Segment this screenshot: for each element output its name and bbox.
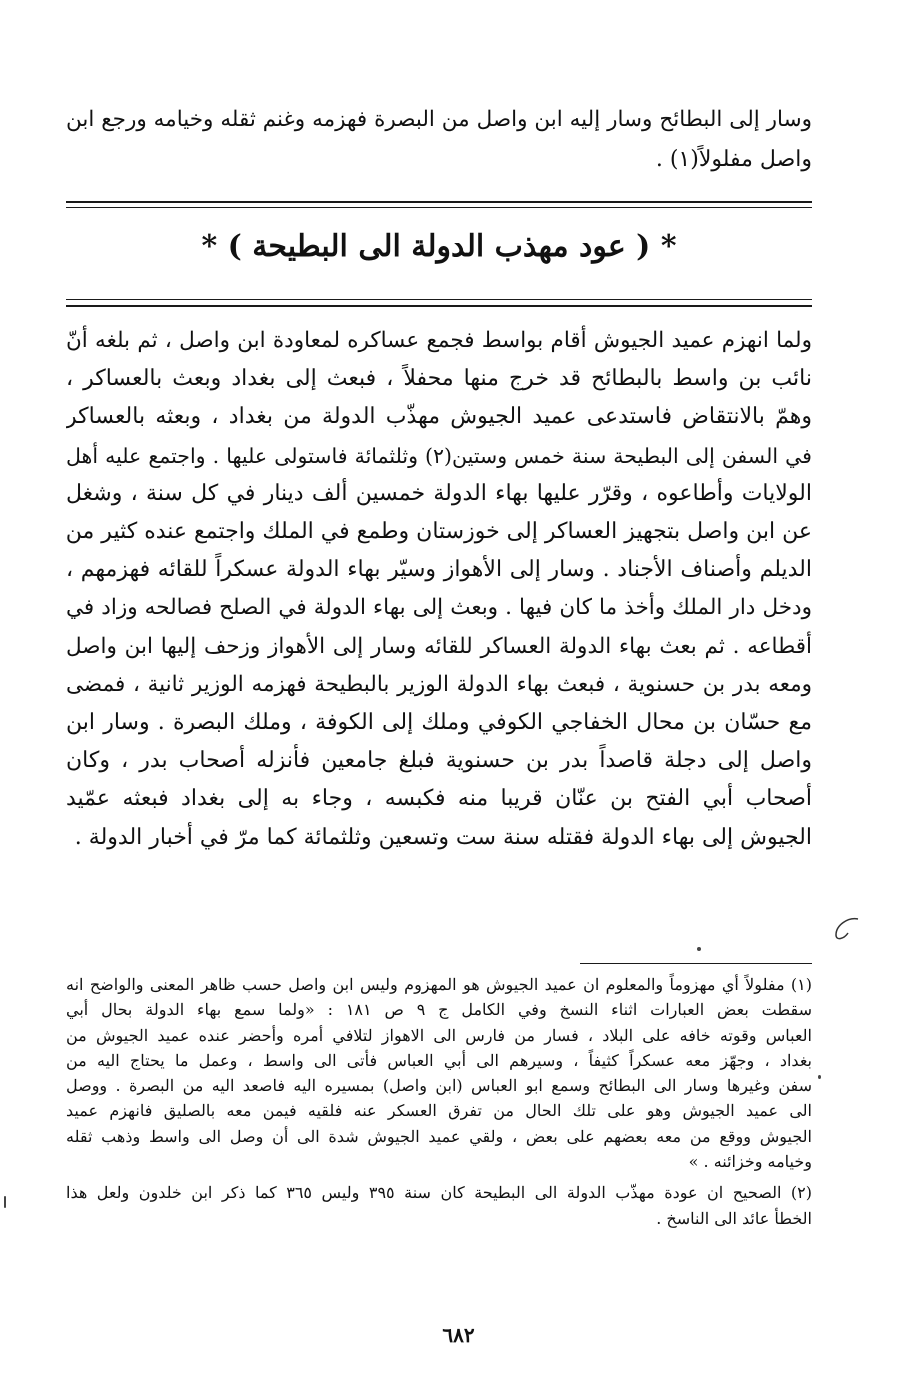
footnote-line: الى عميد الجيوش وهو على تلك الحال من تفرق العسكر عنه فلقيه فيمن معه بالصليق فانهزم عميد <box>66 1101 812 1121</box>
footnote-line: (١) مفلولاً أي مهزوماً والمعلوم ان عميد الجيوش هو المهزوم وليس ابن واصل حسب ظاهر المعنى والواضح انه <box>66 975 812 994</box>
heading-top-rule-inner <box>66 207 812 208</box>
page-number: ٦٨٢ <box>442 1323 475 1347</box>
ink-speck <box>697 947 701 951</box>
carryover-paragraph <box>66 100 812 180</box>
footnote-line: سقطت بعض العبارات اثناء النسخ وفي الكامل ج ٩ ص ١٨١ : «ولما سمع بهاء الدولة بحال أبي <box>66 1000 812 1020</box>
body-line: مع حسّان بن محال الخفاجي الكوفي وملك إلى الكوفة ، وملك البصرة . وسار ابن <box>66 710 812 736</box>
body-line: في السفن إلى البطيحة سنة خمس وستين(٢) وثلثمائة فاستولى عليها . واجتمع عليه أهل <box>66 443 812 468</box>
footnote-separator <box>580 963 812 964</box>
footnote-1 <box>66 972 812 1174</box>
footnote-line: الخطأ عائد الى الناسخ . <box>656 1208 812 1228</box>
body-line: عن ابن واصل بتجهيز العساكر إلى خوزستان وطمع في الملك واجتمع عنده كثير من <box>66 519 812 545</box>
footnote-line: سفن وغيرها وسار الى البطائح وسمع ابو العباس (ابن واصل) بمسيره اليه فاصعد اليه من البصرة . ووصل <box>66 1076 812 1096</box>
main-paragraph <box>66 322 812 857</box>
margin-mark-icon <box>830 915 864 943</box>
body-line: ومعه بدر بن حسنوية ، فبعث بهاء الدولة الوزير بالبطيحة فهزمه الوزير ثانية ، فمضى <box>66 671 812 697</box>
body-line: أقطاعه . ثم بعث بهاء الدولة العساكر للقائه وسار إلى الأهواز وزحف إليها ابن واصل <box>66 633 812 659</box>
body-line: وهمّ بالانتقاض فاستدعى عميد الجيوش مهذّب الدولة من بغداد ، وبعثه بالعساكر <box>66 404 812 430</box>
body-line: الديلم وأصناف الأجناد . وسار إلى الأهواز وسيّر بهاء الدولة عسكراً للقائه فهزمهم ، <box>66 557 812 583</box>
heading-bottom-rule-inner <box>66 299 812 300</box>
ink-speck <box>818 1075 821 1079</box>
footnote-line: بغداد ، وجهّز معه عسكراً كثيفاً ، وسيرهم الى أبي العباس فأتى الى واسط ، وعمل ما يحتاج اليه من <box>66 1050 812 1070</box>
footnote-line: وخيامه وخزائنه . » <box>688 1152 812 1172</box>
footnotes <box>66 972 812 1231</box>
section-heading: * ( عود مهذب الدولة الى البطيحة ) * <box>201 229 677 264</box>
body-line: الجيوش إلى بهاء الدولة فقتله سنة ست وتسعين وثلثمائة كما مرّ في أخبار الدولة . <box>74 824 812 850</box>
body-line: واصل إلى دجلة قاصداً بدر بن حسنوية فبلغ جامعين فأنزله أصحاب بدر ، وكان <box>66 748 812 774</box>
body-line: نائب بن واسط بالبطائح قد خرج منها محفلاً ، فبعث إلى بغداد وبعث بالعساكر ، <box>66 366 812 392</box>
body-line: ودخل دار الملك وأخذ ما كان فيها . وبعث إلى بهاء الدولة في الصلح فصالحه وزاد في <box>66 595 812 621</box>
footnote-line: الجيوش ووقع من معه بعضهم على بعض ، ولقي عميد الجيوش شدة الى أن وصل الى واسط وذهب ثقله <box>66 1126 812 1146</box>
footnote-line: العباس وقوته خافه على البلاد ، فسار من فارس الى الاهواز لتلافي أمره وأحضر عنده عميد الجيوش من <box>66 1025 812 1045</box>
carryover-line: وسار إلى البطائح وسار إليه ابن واصل من البصرة فهزمه وغنم ثقله وخيامه ورجع ابن <box>66 107 812 132</box>
body-line: الولايات وأطاعوه ، وقرّر عليها بهاء الدولة خمسين ألف دينار في كل سنة ، وشغل <box>66 480 812 506</box>
footnote-line: (٢) الصحيح ان عودة مهذّب الدولة الى البطيحة كان سنة ٣٩٥ وليس ٣٦٥ كما ذكر ابن خلدون ولعل هذا <box>66 1183 812 1203</box>
heading-top-rule <box>66 201 812 203</box>
footnote-2 <box>66 1180 812 1231</box>
ink-speck <box>4 1196 6 1208</box>
body-line: أصحاب أبي الفتح بن عنّان قريبا منه فكبسه ، وجاء به إلى بغداد فبعثه عمّيد <box>66 786 812 812</box>
heading-bottom-rule <box>66 305 812 307</box>
body-line: ولما انهزم عميد الجيوش أقام بواسط فجمع عساكره لمعاودة ابن واصل ، ثم بلغه أنّ <box>66 328 812 353</box>
carryover-line: واصل مفلولاً(١) . <box>655 147 812 172</box>
